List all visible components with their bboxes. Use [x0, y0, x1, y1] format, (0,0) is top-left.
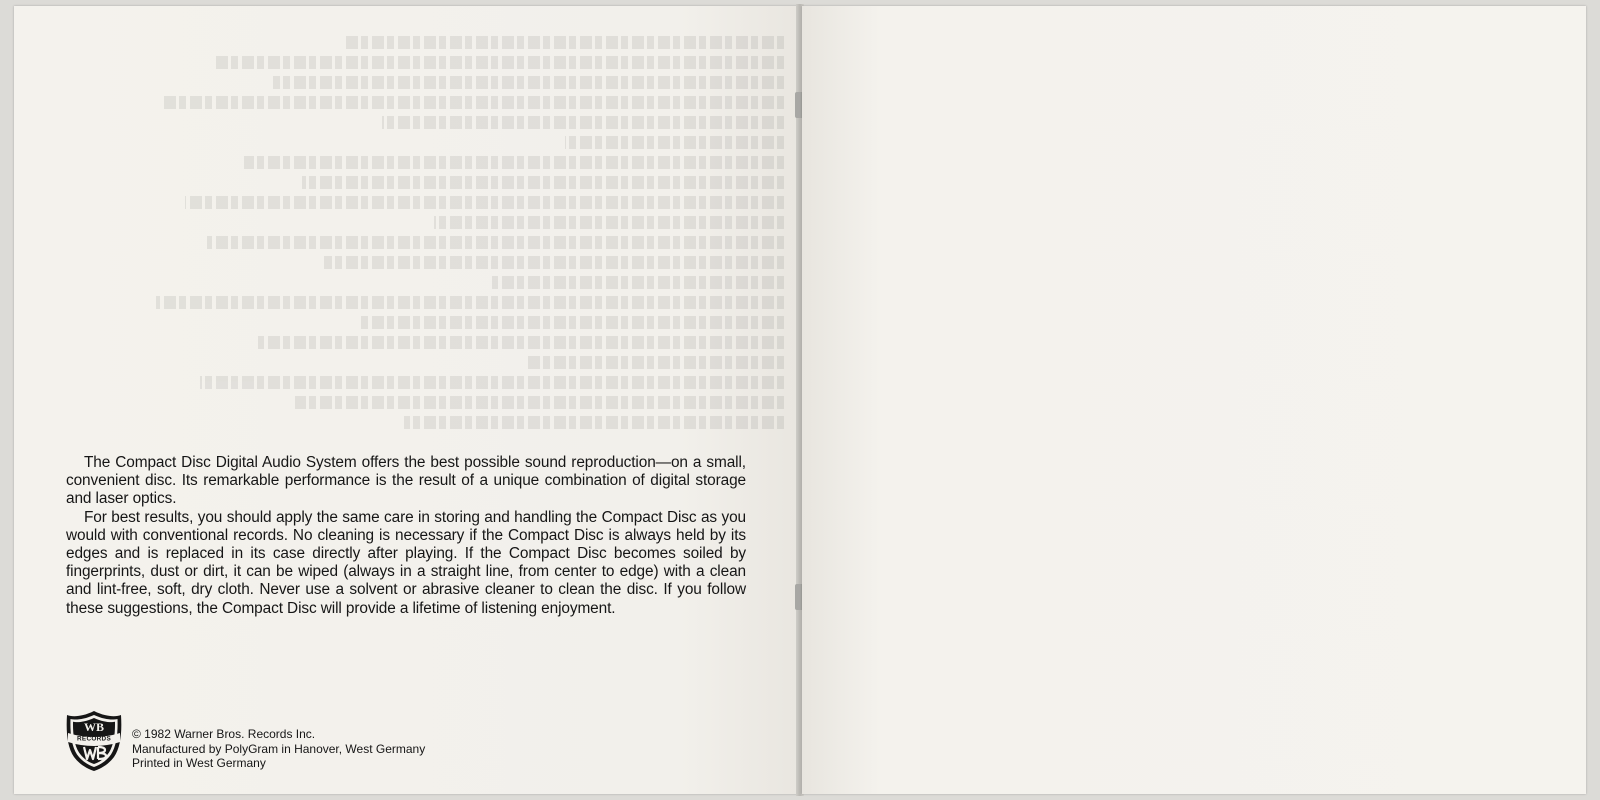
- show-through-text: [54, 36, 784, 456]
- printed-line: Printed in West Germany: [132, 756, 266, 771]
- copyright-line: © 1982 Warner Bros. Records Inc.: [132, 727, 316, 741]
- warner-bros-shield-icon: [64, 709, 124, 773]
- paragraph-care: For best results, you should apply the same care in storing and handling the Compact Disc as you would with conventional records. No cleaning is necessary if the Compact Disc is always held by its edges and is replaced in its case directly after playing. If the Compact Disc becomes soiled by fingerprints, dust or dirt, it can be wiped (always in a straight line, from center to edge) with a clean and lint-free, soft, dry cloth. Never use a solvent or abrasive cleaner to clean the disc. If you follow these suggestions, the Compact Disc will provide a lifetime of listening enjoyment.: [66, 508, 746, 617]
- logo-band-text: RECORDS: [76, 735, 112, 743]
- credits-block: [64, 709, 425, 773]
- right-page-blank: [802, 6, 1586, 794]
- credit-lines: [132, 727, 425, 771]
- cd-care-text: [66, 454, 746, 618]
- logo-wb-text: WB: [83, 720, 105, 734]
- left-page: [14, 6, 798, 794]
- paragraph-intro: The Compact Disc Digital Audio System offers the best possible sound reproduction—on a small, convenient disc. Its remarkable performance is the result of a unique combination of digital storage and laser optics.: [66, 454, 746, 508]
- manufactured-line: Manufactured by PolyGram in Hanover, West Germany: [132, 741, 426, 756]
